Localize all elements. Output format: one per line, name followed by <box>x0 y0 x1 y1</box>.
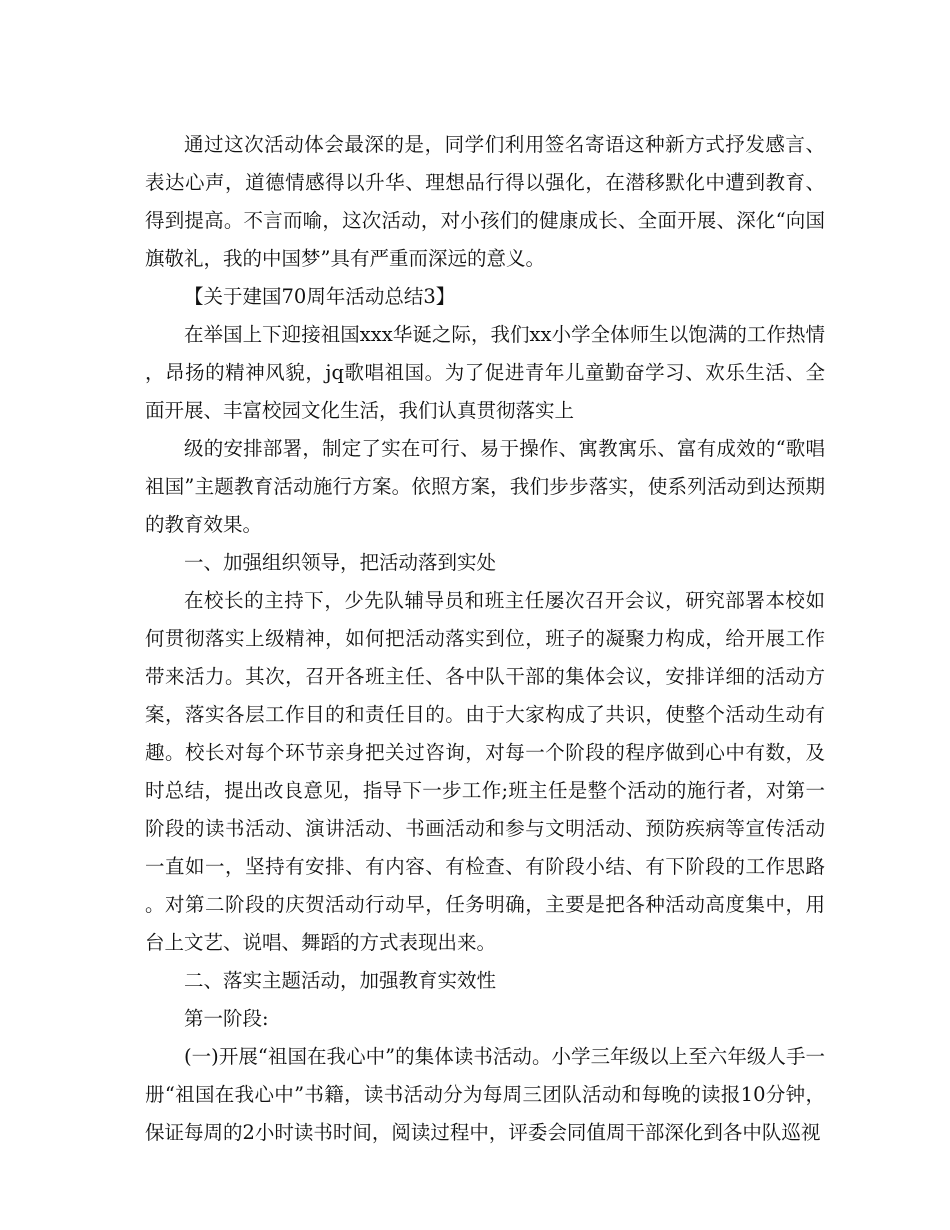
document-body <box>145 126 825 1152</box>
paragraph-intro-continued: 级的安排部署，制定了实在可行、易于操作、寓教寓乐、富有成效的“歌唱祖国”主题教育活动施行方案。依照方案，我们步步落实，使系列活动到达预期的教育效果。 <box>145 437 825 536</box>
section-heading-summary-3: 【关于建国70周年活动总结3】 <box>184 285 456 308</box>
paragraph-leadership: 在校长的主持下，少先队辅导员和班主任屡次召开会议，研究部署本校如何贯彻落实上级精神，如何把活动落实到位，班子的凝聚力构成，给开展工作带来活力。其次，召开各班主任、各中队干部的集体会议，安排详细的活动方案，落实各层工作目的和责任目的。由于大家构成了共识，使整个活动生动有趣。校长对每个环节亲身把关过咨询，对每一个阶段的程序做到心中有数，及时总结，提出改良意见，指导下一步工作;班主任是整个活动的施行者，对第一阶段的读书活动、演讲活动、书画活动和参与文明活动、预防疾病等宣传活动一直如一，坚持有安排、有内容、有检查、有阶段小结、有下阶段的工作思路。对第二阶段的庆贺活动行动早，任务明确，主要是把各种活动高度集中，用台上文艺、说唱、舞蹈的方式表现出来。 <box>145 589 825 954</box>
paragraph-conclusion: 通过这次活动体会最深的是，同学们利用签名寄语这种新方式抒发感言、表达心声，道德情感得以升华、理想品行得以强化，在潜移默化中遭到教育、得到提高。不言而喻，这次活动，对小孩们的健康成长、全面开展、深化“向国旗敬礼，我的中国梦”具有严重而深远的意义。 <box>145 133 825 270</box>
heading-stage-one: 第一阶段: <box>184 1007 269 1030</box>
paragraph-reading-activity: (一)开展“祖国在我心中”的集体读书活动。小学三年级以上至六年级人手一册“祖国在我心中”书籍，读书活动分为每周三团队活动和每晚的读报10分钟，保证每周的2小时读书时间，阅读过程中，评委会同值周干部深化到各中队巡视 <box>145 1045 825 1144</box>
paragraph-intro: 在举国上下迎接祖国xxx华诞之际，我们xx小学全体师生以饱满的工作热情，昂扬的精神风貌，jq歌唱祖国。为了促进青年儿童勤奋学习、欢乐生活、全面开展、丰富校园文化生活，我们认真贯彻落实上 <box>145 323 825 422</box>
heading-part-two: 二、落实主题活动，加强教育实效性 <box>184 969 497 992</box>
heading-part-one: 一、加强组织领导，把活动落到实处 <box>184 551 497 574</box>
